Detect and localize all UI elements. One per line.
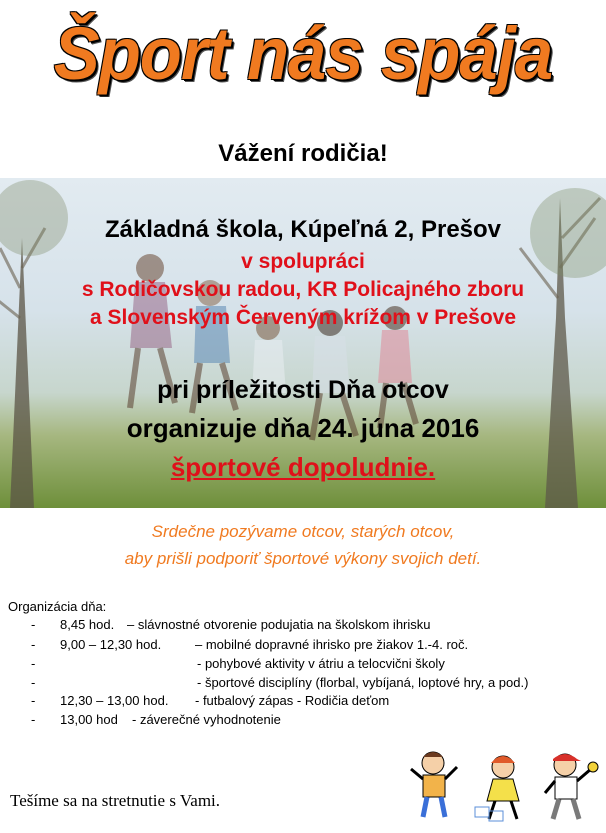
program-time: 9,00 – 12,30 hod. bbox=[60, 637, 162, 652]
program-time: 13,00 hod bbox=[60, 712, 118, 727]
event-date: organizuje dňa 24. júna 2016 bbox=[126, 413, 480, 443]
program-time: 8,45 hod. bbox=[60, 617, 115, 632]
list-bullet: - bbox=[31, 617, 36, 632]
poster-title: Šport nás spája bbox=[53, 12, 553, 95]
cooperation-line-1: v spolupráci bbox=[241, 250, 365, 273]
cooperation-line-2: s Rodičovskou radou, KR Policajného zboru bbox=[81, 278, 525, 301]
invitation-line-1: Srdečne pozývame otcov, starých otcov, bbox=[151, 522, 455, 541]
program-text: – slávnostné otvorenie podujatia na školskom ihrisku bbox=[127, 617, 431, 632]
program-text: - športové disciplíny (florbal, vybíjaná, loptové hry, a pod.) bbox=[197, 675, 529, 690]
list-bullet: - bbox=[31, 693, 36, 708]
program-time: 12,30 – 13,00 hod. bbox=[60, 693, 169, 708]
program-text: - pohybové aktivity v átriu a telocvični školy bbox=[197, 656, 445, 671]
program-text: - záverečné vyhodnotenie bbox=[132, 712, 281, 727]
kids-clipart bbox=[405, 745, 603, 825]
closing-message: Tešíme sa na stretnutie s Vami. bbox=[10, 791, 221, 810]
program-text: – mobilné dopravné ihrisko pre žiakov 1.-4. roč. bbox=[195, 637, 469, 652]
program-heading: Organizácia dňa: bbox=[8, 599, 107, 614]
invitation-line-2: aby prišli podporiť športové výkony svojich detí. bbox=[124, 549, 482, 568]
program-text: - futbalový zápas - Rodičia deťom bbox=[195, 693, 390, 708]
list-bullet: - bbox=[31, 656, 36, 671]
children-running-photo bbox=[0, 178, 606, 508]
list-bullet: - bbox=[31, 675, 36, 690]
kid-clipart-icon bbox=[545, 754, 598, 819]
school-name: Základná škola, Kúpeľná 2, Prešov bbox=[104, 216, 502, 243]
event-name: športové dopoludnie. bbox=[170, 452, 436, 482]
greeting: Vážení rodičia! bbox=[218, 140, 388, 167]
kid-clipart-icon bbox=[411, 752, 457, 817]
list-bullet: - bbox=[31, 712, 36, 727]
kid-clipart-icon bbox=[475, 756, 519, 821]
occasion-text: pri príležitosti Dňa otcov bbox=[157, 376, 449, 404]
cooperation-line-3: a Slovenským Červeným krížom v Prešove bbox=[89, 306, 517, 329]
list-bullet: - bbox=[31, 637, 36, 652]
